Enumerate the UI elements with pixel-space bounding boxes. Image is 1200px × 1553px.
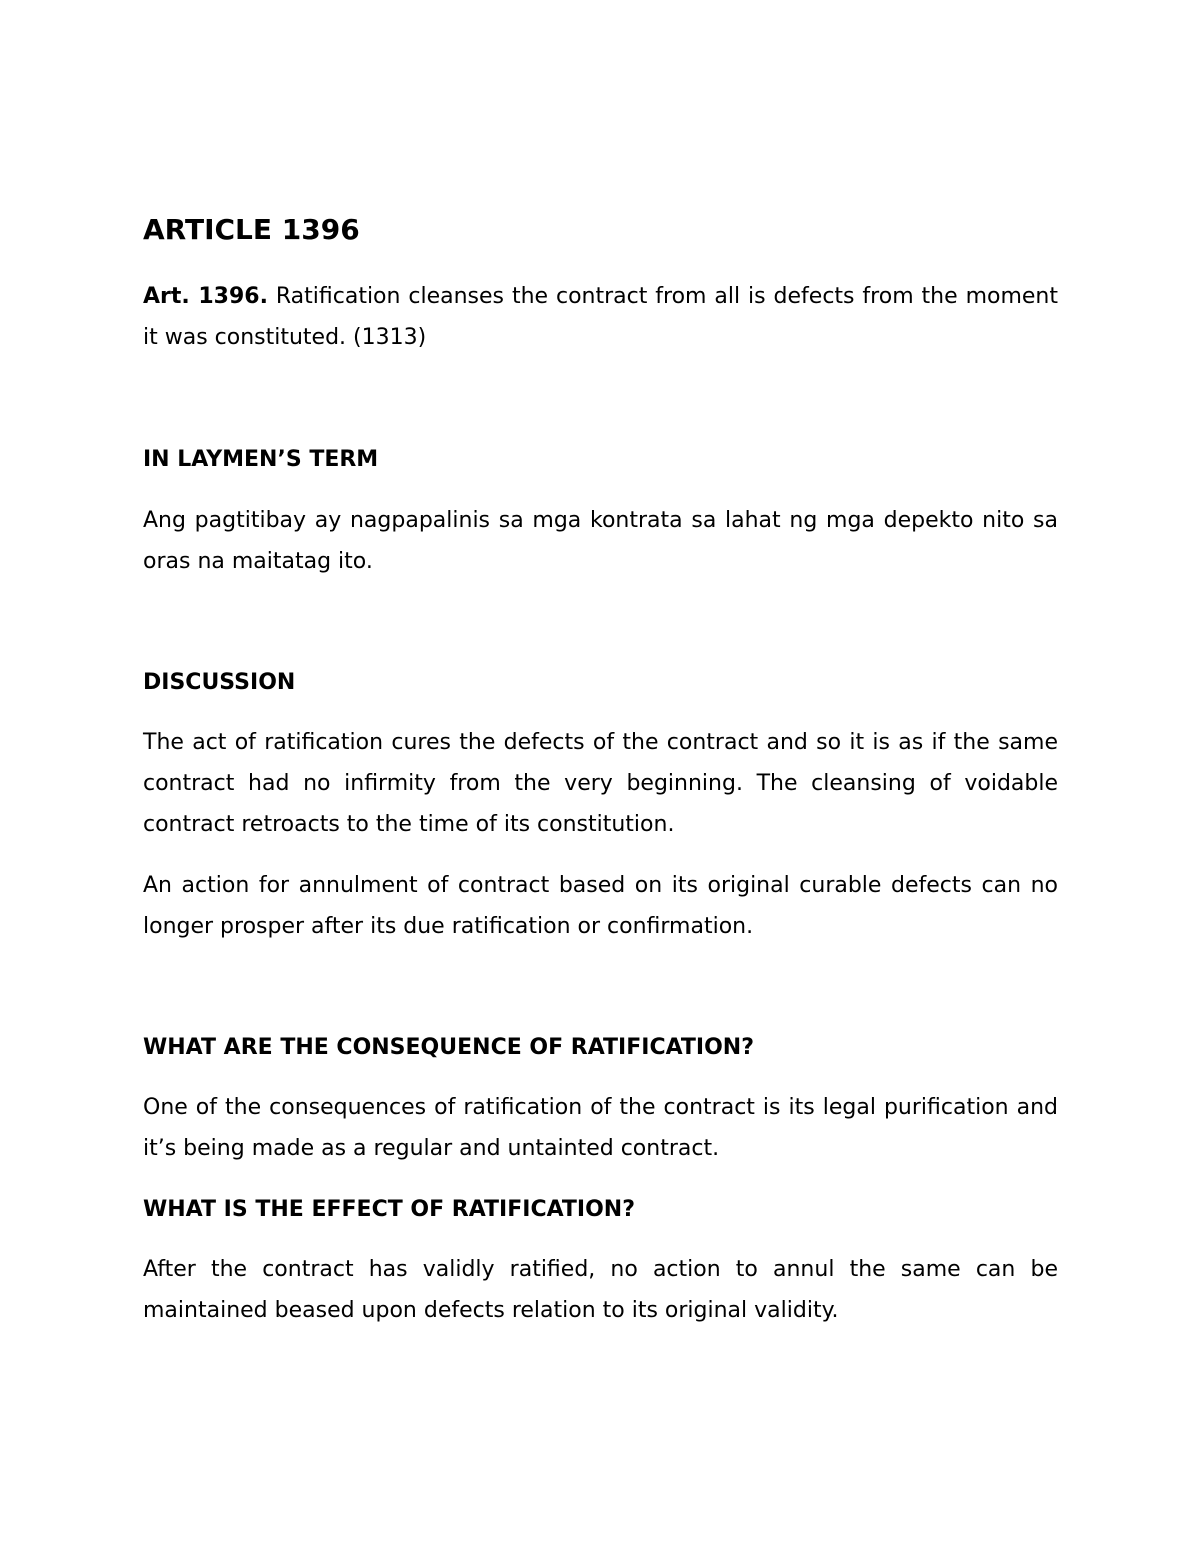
discussion-heading: DISCUSSION xyxy=(143,670,296,695)
laymen-paragraph: Ang pagtitibay ay nagpapalinis sa mga kontrata sa lahat ng mga depekto nito sa oras na maitatag ito. xyxy=(143,508,1058,574)
discussion-paragraph-2: An action for annulment of contract based on its original curable defects can no longer prosper after its due ratification or confirmation. xyxy=(143,873,1058,939)
article-label: Art. 1396. xyxy=(143,284,268,309)
effect-heading: WHAT IS THE EFFECT OF RATIFICATION? xyxy=(143,1197,635,1222)
effect-paragraph: After the contract has validly ratified, no action to annul the same can be maintained beased upon defects relation to its original validity. xyxy=(143,1257,1058,1323)
document-title: ARTICLE 1396 xyxy=(143,213,360,246)
laymen-heading: IN LAYMEN’S TERM xyxy=(143,447,379,472)
document-page xyxy=(143,0,1058,1553)
discussion-paragraph-1: The act of ratification cures the defects of the contract and so it is as if the same contract had no infirmity from the very beginning. The cleansing of voidable contract retroacts to the time of its constitution. xyxy=(143,730,1058,837)
article-paragraph xyxy=(143,276,1058,358)
consequence-heading: WHAT ARE THE CONSEQUENCE OF RATIFICATION? xyxy=(143,1035,754,1060)
article-text: Ratification cleanses the contract from all is defects from the moment it was constituted. (1313) xyxy=(143,284,1059,350)
consequence-paragraph: One of the consequences of ratification of the contract is its legal purification and it’s being made as a regular and untainted contract. xyxy=(143,1095,1058,1161)
